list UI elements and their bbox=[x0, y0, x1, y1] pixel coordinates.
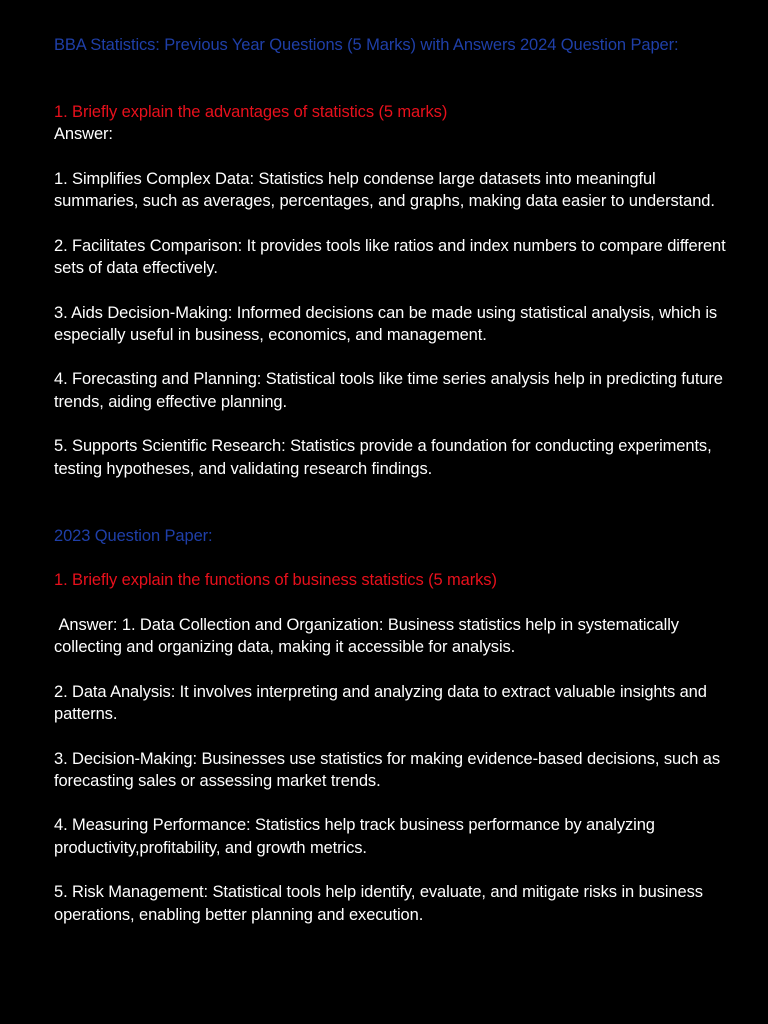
question-2024: 1. Briefly explain the advantages of statistics (5 marks) bbox=[54, 102, 448, 121]
spacer bbox=[54, 145, 734, 167]
spacer bbox=[54, 413, 734, 435]
spacer bbox=[54, 56, 734, 101]
answer-point-2023-5: 5. Risk Management: Statistical tools help identify, evaluate, and mitigate risks in business operations, enabling better planning and execution. bbox=[54, 883, 703, 924]
answer-point-2023-2: 2. Data Analysis: It involves interpreting and analyzing data to extract valuable insights and patterns. bbox=[54, 682, 707, 723]
answer-point-2024-5: 5. Supports Scientific Research: Statistics provide a foundation for conducting experiments, testing hypotheses, and validating research findings. bbox=[54, 437, 712, 478]
spacer bbox=[54, 658, 734, 680]
spacer bbox=[54, 212, 734, 234]
spacer bbox=[54, 547, 734, 569]
spacer bbox=[54, 480, 734, 525]
spacer bbox=[54, 346, 734, 368]
answer-point-2024-4: 4. Forecasting and Planning: Statistical tools like time series analysis help in predicting future trends, aiding effective planning. bbox=[54, 370, 723, 411]
answer-label: Answer: bbox=[54, 125, 113, 144]
answer-point-2023-1: Answer: 1. Data Collection and Organization: Business statistics help in systematically collecting and organizing data, making it accessible for analysis. bbox=[54, 615, 684, 657]
spacer bbox=[54, 725, 734, 747]
document-page bbox=[54, 34, 734, 926]
answer-point-2023-4: 4. Measuring Performance: Statistics help track business performance by analyzing productivity,profitability, and growth metrics. bbox=[54, 816, 655, 857]
answer-point-2023-3: 3. Decision-Making: Businesses use statistics for making evidence-based decisions, such as forecasting sales or assessing market trends. bbox=[54, 749, 720, 790]
question-2023: 1. Briefly explain the functions of business statistics (5 marks) bbox=[54, 571, 497, 590]
document-title: BBA Statistics: Previous Year Questions (5 Marks) with Answers 2024 Question Paper: bbox=[54, 36, 679, 54]
spacer bbox=[54, 591, 734, 613]
answer-point-2024-1: 1. Simplifies Complex Data: Statistics help condense large datasets into meaningful summaries, such as averages, percentages, and graphs, making data easier to understand. bbox=[54, 169, 715, 211]
spacer bbox=[54, 279, 734, 301]
section-heading-2023: 2023 Question Paper: bbox=[54, 526, 213, 545]
spacer bbox=[54, 859, 734, 881]
answer-point-2024-3: 3. Aids Decision-Making: Informed decisions can be made using statistical analysis, which is especially useful in business, economics, and management. bbox=[54, 303, 718, 344]
answer-point-2024-2: 2. Facilitates Comparison: It provides tools like ratios and index numbers to compare different sets of data effectively. bbox=[54, 236, 726, 277]
spacer bbox=[54, 792, 734, 814]
